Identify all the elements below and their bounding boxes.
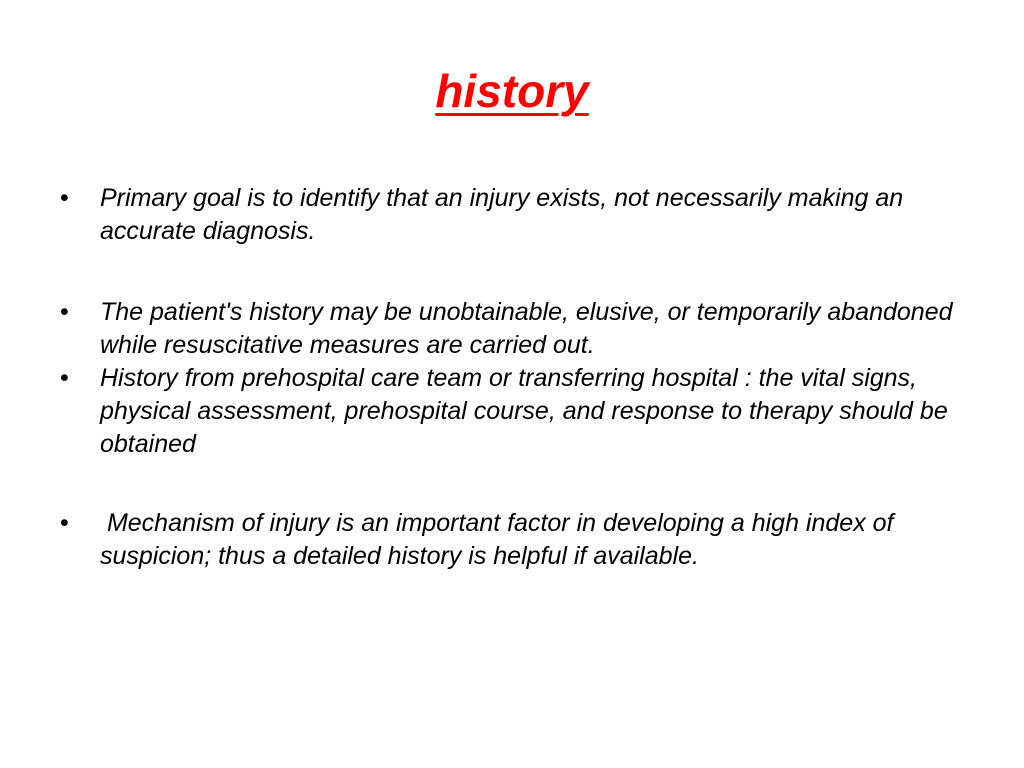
bullet-item-1 — [60, 182, 970, 248]
slide-title: history — [435, 65, 589, 117]
bullet-icon: • — [60, 364, 69, 392]
bullet-icon: • — [60, 298, 69, 326]
bullet-item-2 — [60, 296, 970, 362]
bullet-list — [60, 182, 970, 573]
bullet-text: Mechanism of injury is an important factor in developing a high index of suspicion; thus a detailed history is helpful if available. — [100, 509, 901, 570]
bullet-icon: • — [60, 184, 69, 212]
bullet-item-4 — [60, 507, 970, 573]
bullet-item-3 — [60, 362, 970, 461]
bullet-text: Primary goal is to identify that an injury exists, not necessarily making an accurate diagnosis. — [100, 184, 904, 245]
bullet-text: History from prehospital care team or transferring hospital : the vital signs, physical assessment, prehospital course, and response to therapy should be obtained — [100, 364, 948, 458]
bullet-icon: • — [60, 509, 69, 537]
bullet-text: The patient's history may be unobtainable, elusive, or temporarily abandoned while resuscitative measures are carried out. — [100, 298, 953, 359]
